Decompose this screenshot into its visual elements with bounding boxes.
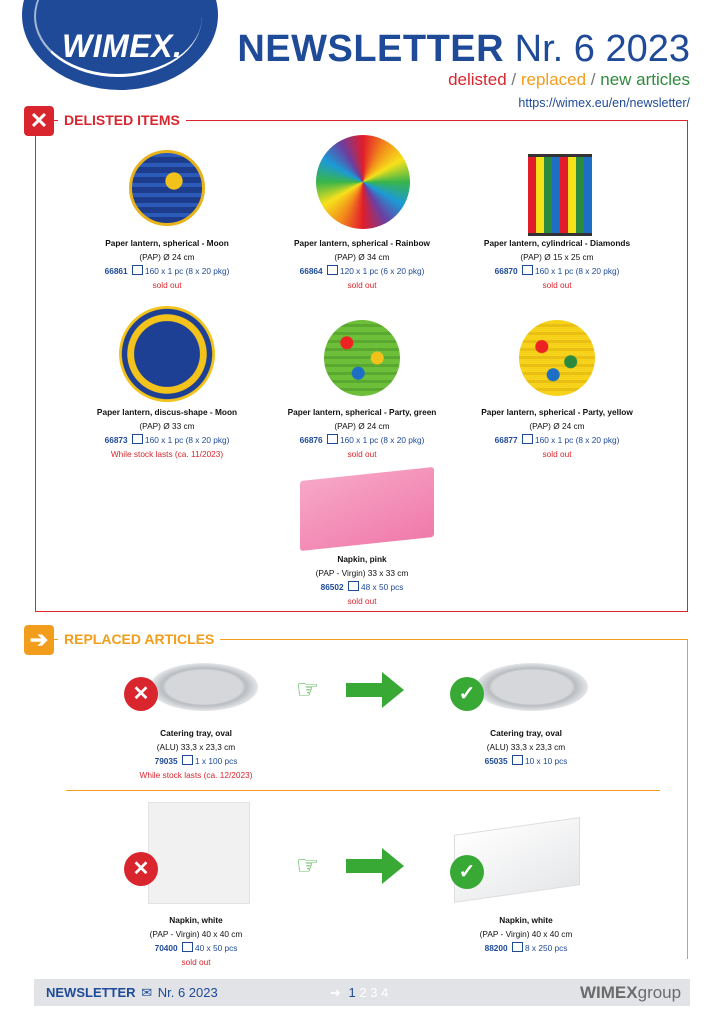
product-status: While stock lasts (ca. 12/2023) [139, 770, 253, 780]
product-name: Paper lantern, spherical - Party, yellow [481, 407, 633, 417]
product-status: While stock lasts (ca. 11/2023) [110, 449, 224, 459]
product-code: 88200 [484, 943, 508, 953]
arrow-right-icon [382, 848, 404, 884]
package-icon [348, 581, 359, 591]
product-code: 66864 [299, 266, 323, 276]
product-spec: (PAP) Ø 24 cm [139, 252, 195, 262]
product-code-line [96, 754, 296, 768]
product-card [262, 405, 462, 461]
product-name: Paper lantern, spherical - Rainbow [293, 238, 430, 248]
product-card [67, 405, 267, 461]
page-navigation [330, 985, 388, 1001]
newsletter-title [237, 28, 690, 71]
rejected-icon: ✕ [124, 677, 158, 711]
product-status: sold out [542, 449, 572, 459]
product-code: 86502 [320, 582, 344, 592]
product-status: sold out [181, 957, 211, 967]
page-arrow-icon: ➔ [330, 985, 341, 1000]
product-card [426, 913, 626, 955]
product-code-line [457, 264, 657, 278]
package-icon [512, 755, 523, 765]
product-pack: 40 x 50 pcs [194, 943, 238, 953]
product-pack: 160 x 1 pc (8 x 20 pkg) [144, 435, 230, 445]
product-pack: 160 x 1 pc (8 x 20 pkg) [534, 435, 620, 445]
lantern-moon-image [129, 150, 205, 226]
rejected-icon: ✕ [124, 852, 158, 886]
product-code-line [67, 264, 267, 278]
product-status: sold out [152, 280, 182, 290]
product-card [426, 726, 626, 768]
product-spec: (PAP - Virgin) 40 x 40 cm [479, 929, 573, 939]
package-icon [327, 265, 338, 275]
product-pack: 10 x 10 pcs [524, 756, 568, 766]
pointing-hand-icon: ☞ [296, 674, 320, 704]
product-code: 65035 [484, 756, 508, 766]
approved-icon: ✓ [450, 855, 484, 889]
product-pack: 160 x 1 pc (8 x 20 pkg) [339, 435, 425, 445]
product-status: sold out [347, 449, 377, 459]
product-code: 79035 [154, 756, 178, 766]
product-name: Catering tray, oval [490, 728, 562, 738]
product-name: Napkin, white [169, 915, 223, 925]
envelope-icon: ✉ [141, 985, 153, 1000]
row-divider [66, 790, 660, 791]
subtitle-replaced: replaced [520, 70, 587, 89]
package-icon [182, 942, 193, 952]
product-card [96, 726, 296, 782]
product-spec: (PAP - Virgin) 40 x 40 cm [149, 929, 243, 939]
product-code: 66876 [299, 435, 323, 445]
product-name: Catering tray, oval [160, 728, 232, 738]
replaced-section-title: REPLACED ARTICLES [58, 631, 220, 647]
product-name: Paper lantern, spherical - Party, green [287, 407, 437, 417]
wimex-group-logo [580, 983, 681, 1003]
newsletter-issue: Nr. 6 2023 [514, 28, 690, 70]
product-spec: (PAP) Ø 33 cm [139, 421, 195, 431]
product-pack: 8 x 250 pcs [524, 943, 568, 953]
page-link-4[interactable]: 4 [381, 985, 389, 1000]
page-link-1[interactable]: 1 [348, 985, 356, 1000]
product-code: 66861 [104, 266, 128, 276]
arrow-right-icon [382, 672, 404, 708]
product-spec: (PAP - Virgin) 33 x 33 cm [315, 568, 409, 578]
product-spec: (PAP) Ø 34 cm [334, 252, 390, 262]
product-code: 70400 [154, 943, 178, 953]
product-name: Paper lantern, spherical - Moon [105, 238, 229, 248]
lantern-rainbow-image [316, 135, 410, 229]
product-name: Paper lantern, cylindrical - Diamonds [483, 238, 631, 248]
delisted-section-title: DELISTED ITEMS [58, 112, 186, 128]
product-spec: (PAP) Ø 24 cm [529, 421, 585, 431]
product-spec: (PAP) Ø 15 x 25 cm [520, 252, 594, 262]
product-spec: (PAP) Ø 24 cm [334, 421, 390, 431]
newsletter-subtitle [448, 70, 690, 90]
product-name: Paper lantern, discus-shape - Moon [96, 407, 238, 417]
product-code: 66873 [104, 435, 128, 445]
product-pack: 48 x 50 pcs [360, 582, 404, 592]
product-status: sold out [347, 596, 377, 606]
page-link-3[interactable]: 3 [370, 985, 378, 1000]
product-card [262, 552, 462, 608]
subtitle-separator: / [506, 70, 521, 89]
product-code-line [262, 264, 462, 278]
package-icon [522, 434, 533, 444]
arrow-right-icon: ➔ [24, 625, 54, 655]
napkin-pink-image [300, 467, 434, 551]
brand-bold: WIMEX [580, 983, 638, 1002]
approved-icon: ✓ [450, 677, 484, 711]
x-icon: ✕ [24, 106, 54, 136]
footer-newsletter-label [46, 985, 218, 1001]
package-icon [132, 265, 143, 275]
product-code-line [457, 433, 657, 447]
package-icon [132, 434, 143, 444]
product-code-line [426, 754, 626, 768]
catering-tray-new-image [476, 663, 588, 711]
product-status: sold out [542, 280, 572, 290]
lantern-party-yellow-image [519, 320, 595, 396]
product-pack: 160 x 1 pc (8 x 20 pkg) [144, 266, 230, 276]
subtitle-new-articles: new articles [600, 70, 690, 89]
product-pack: 1 x 100 pcs [194, 756, 238, 766]
arrow-shaft [346, 859, 384, 873]
product-spec: (ALU) 33,3 x 23,3 cm [156, 742, 236, 752]
product-code: 66877 [494, 435, 518, 445]
package-icon [512, 942, 523, 952]
brand-rest: group [637, 983, 682, 1002]
product-card [457, 405, 657, 461]
product-card [67, 236, 267, 292]
product-card [457, 236, 657, 292]
product-card [262, 236, 462, 292]
subtitle-separator: / [586, 70, 601, 89]
newsletter-word: NEWSLETTER [237, 28, 505, 70]
product-code-line [426, 941, 626, 955]
product-spec: (ALU) 33,3 x 23,3 cm [486, 742, 566, 752]
product-code-line [262, 433, 462, 447]
footer-issue: Nr. 6 2023 [157, 985, 218, 1000]
product-name: Napkin, white [499, 915, 553, 925]
product-code: 66870 [494, 266, 518, 276]
product-pack: 160 x 1 pc (8 x 20 pkg) [534, 266, 620, 276]
pointing-hand-icon: ☞ [296, 850, 320, 880]
package-icon [522, 265, 533, 275]
newsletter-url-link[interactable]: https://wimex.eu/en/newsletter/ [518, 96, 690, 110]
catering-tray-old-image [150, 663, 258, 711]
lantern-party-green-image [324, 320, 400, 396]
page-link-2[interactable]: 2 [359, 985, 367, 1000]
lantern-discus-moon-image [119, 306, 215, 402]
product-pack: 120 x 1 pc (6 x 20 pkg) [339, 266, 425, 276]
package-icon [182, 755, 193, 765]
arrow-shaft [346, 683, 384, 697]
package-icon [327, 434, 338, 444]
product-code-line [67, 433, 267, 447]
napkin-white-old-image [148, 802, 250, 904]
lantern-diamonds-image [528, 154, 592, 236]
product-card [96, 913, 296, 969]
wimex-logo-text: WIMEX. [62, 28, 183, 64]
subtitle-delisted: delisted [448, 70, 507, 89]
product-code-line [96, 941, 296, 955]
product-code-line [262, 580, 462, 594]
product-name: Napkin, pink [337, 554, 387, 564]
product-status: sold out [347, 280, 377, 290]
footer-label: NEWSLETTER [46, 985, 136, 1000]
